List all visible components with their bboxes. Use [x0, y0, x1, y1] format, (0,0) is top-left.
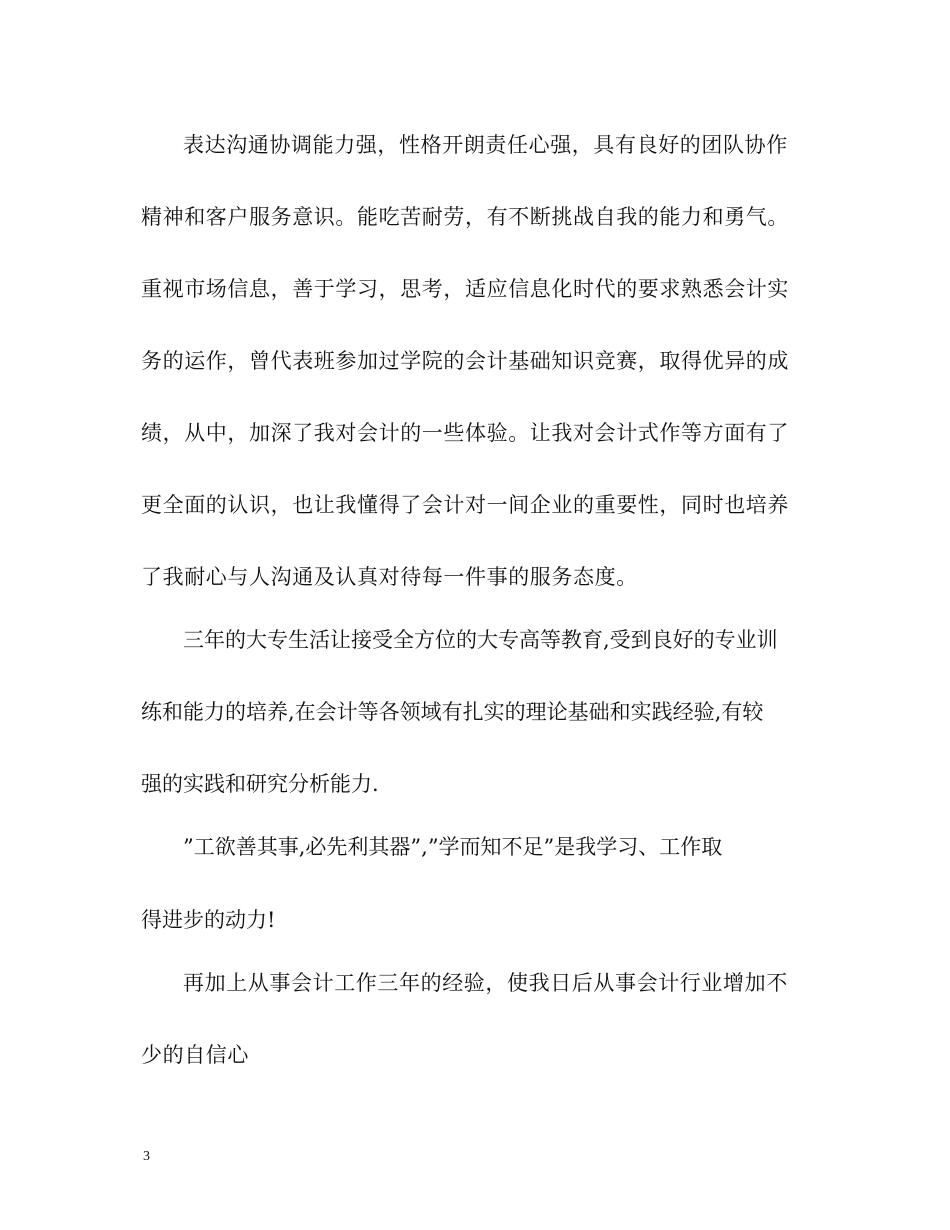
- paragraph-1-line-5: 绩，从中，加深了我对会计的一些体验。让我对会计式作等方面有了: [141, 421, 789, 445]
- paragraph-1-line-3: 重视市场信息，善于学习，思考，适应信息化时代的要求熟悉会计实: [141, 277, 789, 301]
- paragraph-3-line-2: 得进步的动力!: [141, 908, 276, 932]
- paragraph-2-line-2: 练和能力的培养,在会计等各领域有扎实的理论基础和实践经验,有较: [141, 700, 764, 724]
- paragraph-1-line-7: 了我耐心与人沟通及认真对待每一件事的服务态度。: [141, 565, 638, 589]
- paragraph-2-line-1: 三年的大专生活让接受全方位的大专高等教育,受到良好的专业训: [183, 628, 778, 652]
- paragraph-3-line-1: ”工欲善其事,必先利其器”,”学而知不足”是我学习、工作取: [183, 835, 723, 859]
- paragraph-1-line-2: 精神和客户服务意识。能吃苦耐劳，有不断挑战自我的能力和勇气。: [141, 205, 789, 229]
- paragraph-1-line-1: 表达沟通协调能力强，性格开朗责任心强，具有良好的团队协作: [183, 133, 788, 157]
- paragraph-2-line-3: 强的实践和研究分析能力.: [141, 772, 379, 796]
- paragraph-4-line-1: 再加上从事会计工作三年的经验，使我日后从事会计行业增加不: [183, 971, 788, 995]
- paragraph-1-line-6: 更全面的认识，也让我懂得了会计对一间企业的重要性，同时也培养: [141, 493, 789, 517]
- paragraph-4-line-2: 少的自信心: [141, 1043, 249, 1067]
- paragraph-1-line-4: 务的运作，曾代表班参加过学院的会计基础知识竞赛，取得优异的成: [141, 349, 789, 373]
- page-number: 3: [143, 1149, 150, 1164]
